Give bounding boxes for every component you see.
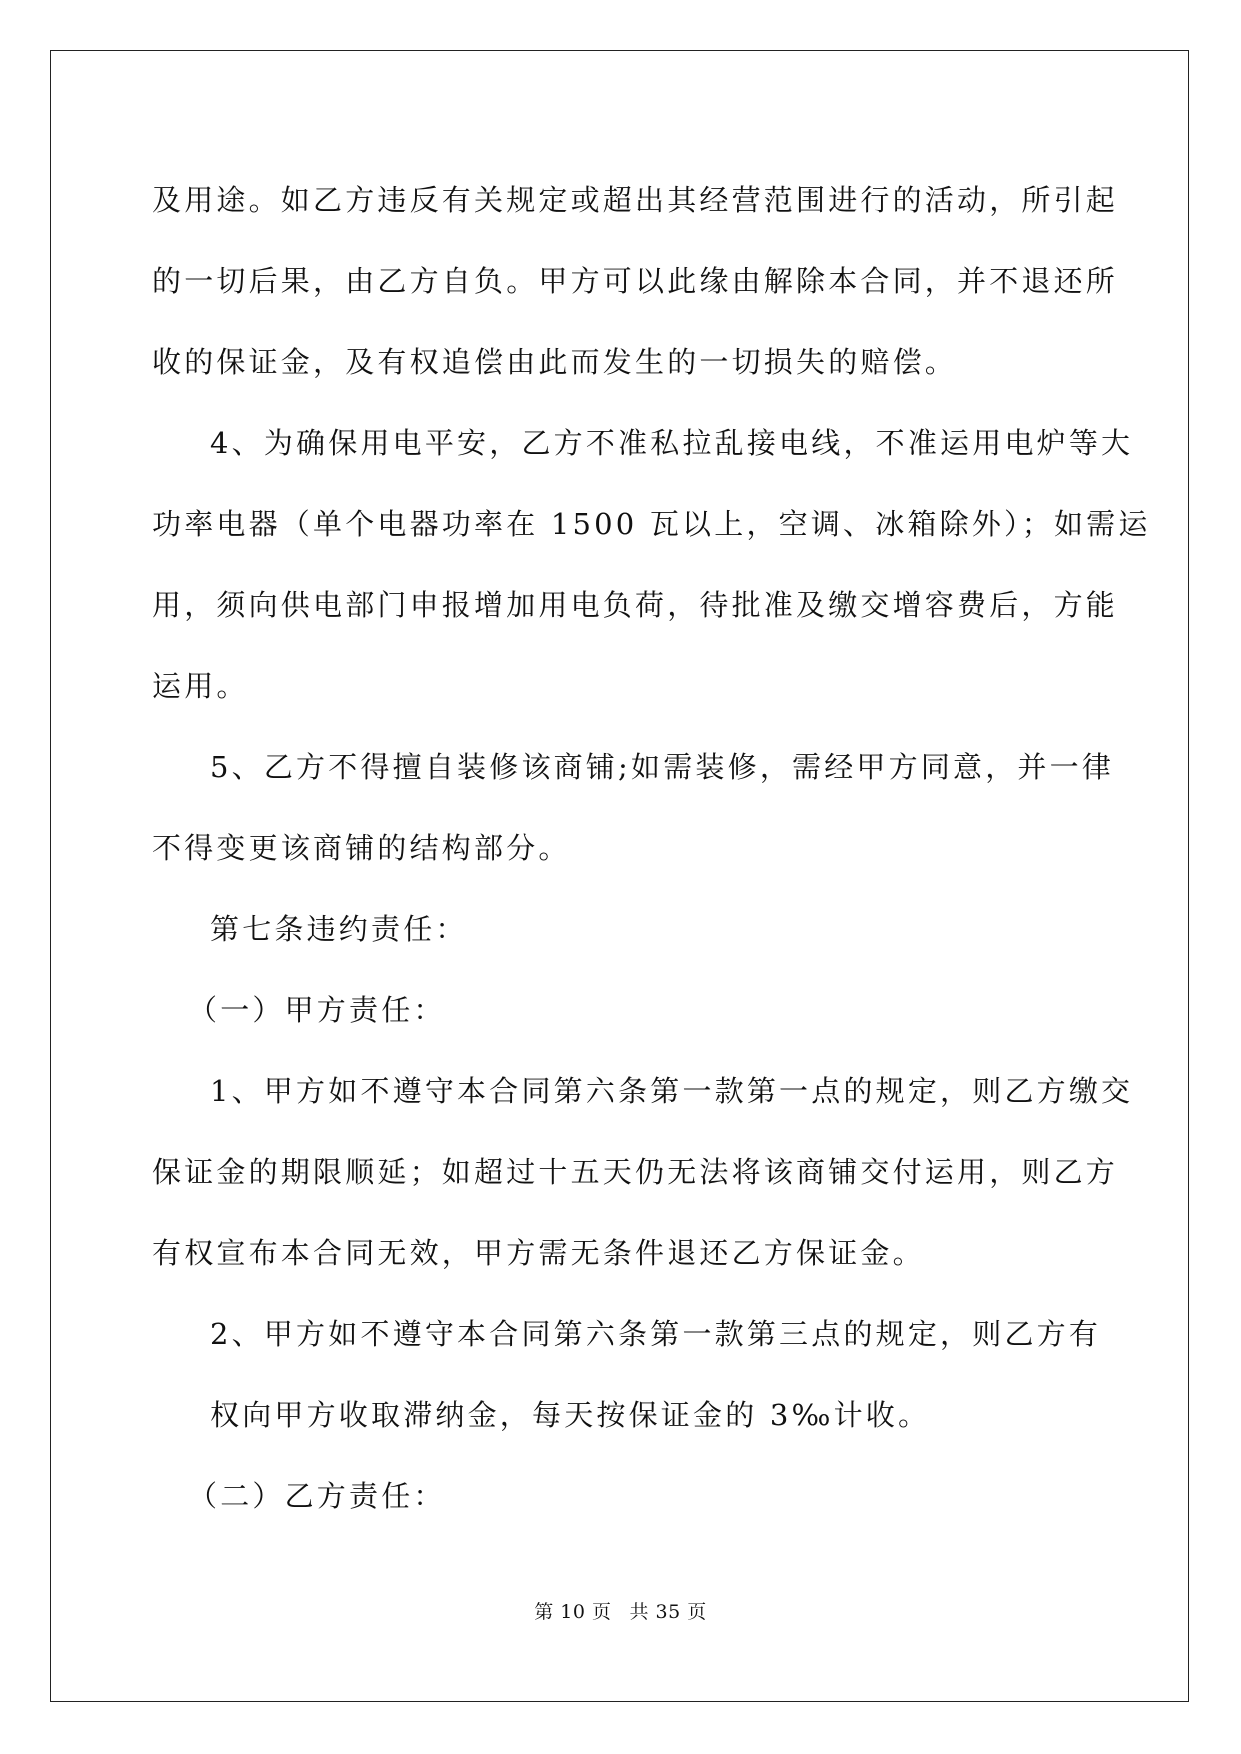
paragraph-line: 5、乙方不得擅自装修该商铺;如需装修，需经甲方同意，并一律: [210, 750, 1115, 784]
document-body: [152, 160, 1151, 1537]
paragraph-line: 2、甲方如不遵守本合同第六条第一款第三点的规定，则乙方有: [210, 1317, 1102, 1351]
subsection-heading: （二）乙方责任：: [188, 1479, 446, 1513]
paragraph-line: 的一切后果，由乙方自负。甲方可以此缘由解除本合同，并不退还所: [152, 264, 1119, 298]
page-footer: [0, 1597, 1241, 1624]
paragraph-line: 权向甲方收取滞纳金，每天按保证金的 3‰计收。: [210, 1398, 931, 1432]
paragraph-line: 不得变更该商铺的结构部分。: [152, 831, 571, 865]
section-heading: 第七条违约责任：: [210, 912, 468, 946]
paragraph-line: 有权宣布本合同无效，甲方需无条件退还乙方保证金。: [152, 1236, 925, 1270]
paragraph-line: 收的保证金，及有权追偿由此而发生的一切损失的赔偿。: [152, 345, 958, 379]
paragraph-line: 4、为确保用电平安，乙方不准私拉乱接电线，不准运用电炉等大: [210, 426, 1134, 460]
paragraph-line: 用，须向供电部门申报增加用电负荷，待批准及缴交增容费后，方能: [152, 588, 1119, 622]
paragraph-line: 及用途。如乙方违反有关规定或超出其经营范围进行的活动，所引起: [152, 183, 1119, 217]
paragraph-line: 1、甲方如不遵守本合同第六条第一款第一点的规定，则乙方缴交: [210, 1074, 1134, 1108]
page-number: 第 10 页: [534, 1601, 612, 1623]
page-total: 共 35 页: [629, 1601, 707, 1623]
paragraph-line: 功率电器（单个电器功率在 1500 瓦以上，空调、冰箱除外）；如需运: [152, 507, 1151, 541]
paragraph-line: 运用。: [152, 669, 249, 703]
paragraph-line: 保证金的期限顺延；如超过十五天仍无法将该商铺交付运用，则乙方: [152, 1155, 1119, 1189]
subsection-heading: （一）甲方责任：: [188, 993, 446, 1027]
